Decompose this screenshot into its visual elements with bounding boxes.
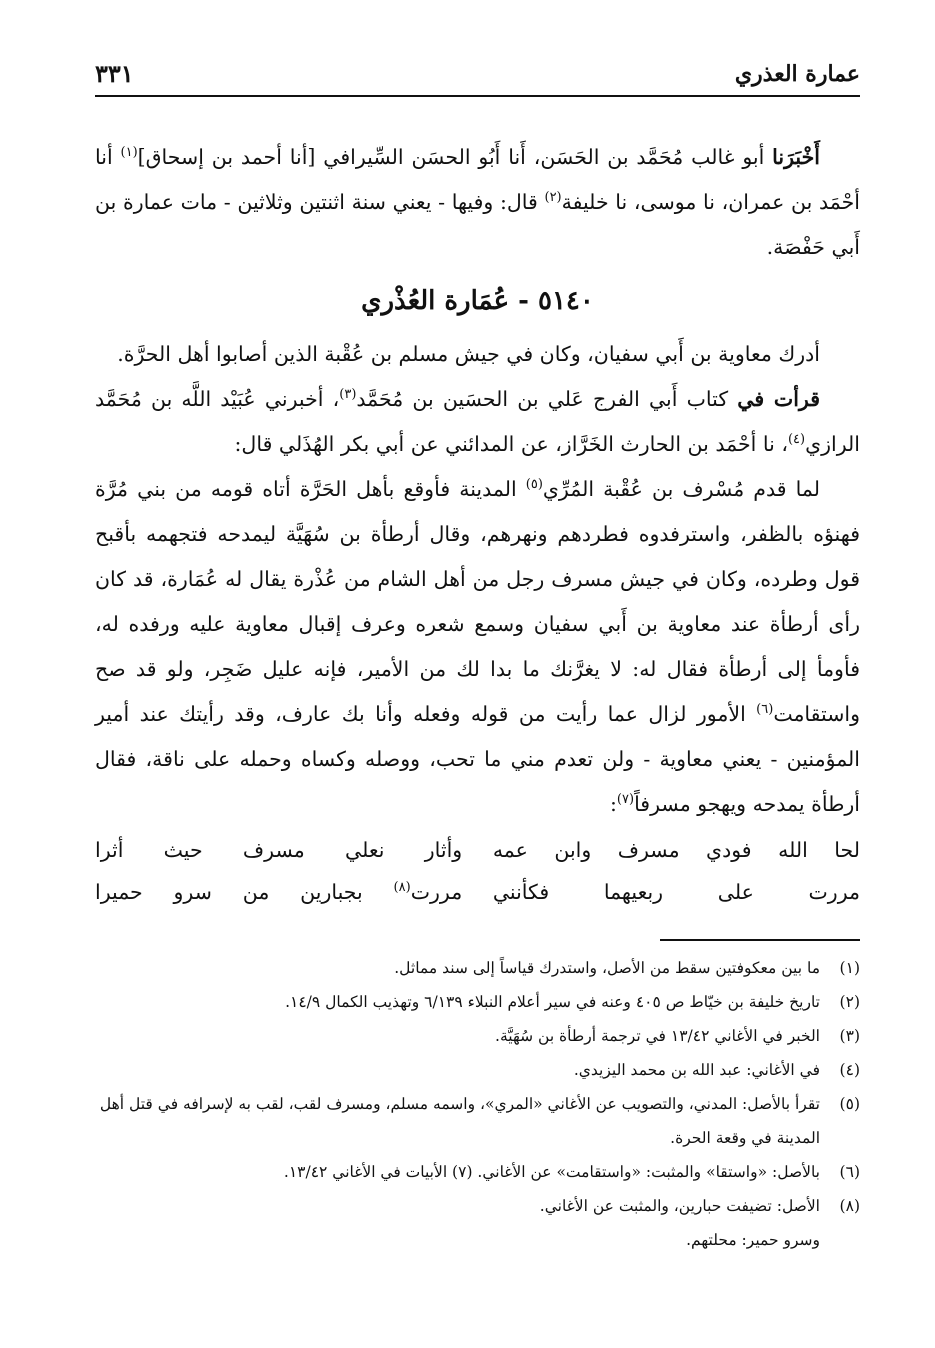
paragraph-lead-word: قرأت في [737, 387, 820, 411]
paragraph-text: لما قدم مُسْرف بن عُقْبة المُرِّي [542, 477, 820, 501]
paragraph-biography [95, 332, 860, 377]
paragraph-text: ، نا أحْمَد بن الحارث الخَرَّاز، عن المدائني عن أبي بكر الهُذَلي قال: [234, 432, 788, 456]
entry-title: ٥١٤٠ - عُمَارة العُذْري [361, 286, 594, 316]
footnote [95, 951, 860, 985]
footnote-text: الأصل: تضيفت حبارين، والمثبت عن الأغاني. [539, 1197, 820, 1215]
paragraph-text: كتاب أَبي الفرج عَلي بن الحسَين بن مُحَمَّد [356, 387, 738, 411]
footnote-text: بالأصل: «واستقا» والمثبت: «واستقامت» عن الأغاني. (٧) الأبيات في الأغاني ١٣/٤٢. [283, 1163, 820, 1181]
footnote [95, 1053, 860, 1087]
footnote-text: ما بين معكوفتين سقط من الأصل، واستدرك قياساً إلى سند مماثل. [394, 959, 820, 977]
footnote-ref-7: (٧) [616, 792, 635, 808]
footnote-number: (٥) [839, 1095, 860, 1113]
poem-verse [95, 871, 860, 913]
footnote-number: (٣) [839, 1027, 860, 1045]
footnote-ref-1: (١) [120, 145, 138, 161]
footnote-ref-8: (٨) [393, 880, 411, 896]
poem-second-hemistich [95, 871, 462, 913]
poem-text: بجبارين من سرو حميرا [95, 880, 394, 904]
poem-first-hemistich: لحا الله فودي مسرف وابن عمه [492, 838, 860, 862]
paragraph-text: قال: وفيها - يعني سنة اثنتين وثلاثين - مات عمارة بن أَبي حَفْصَة. [95, 190, 860, 259]
running-head [95, 55, 860, 97]
footnote-ref-5: (٥) [525, 477, 543, 493]
footnote-number: (٤) [839, 1061, 860, 1079]
footnote [95, 1189, 860, 1223]
footnote-text: في الأغاني: عبد الله بن محمد اليزيدي. [573, 1061, 820, 1079]
poem-first-hemistich: مررت على ربعيهما فكأنني [492, 880, 860, 904]
main-text [95, 135, 860, 827]
footnotes [95, 951, 860, 1257]
page-number: ٣٣١ [95, 59, 134, 88]
footnote-number: (٨) [839, 1197, 860, 1215]
paragraph-text: أبو غالب مُحَمَّد بن الحَسَن، أَنا أَبُو الحسَن السِّيرافي [أنا أحمد بن إسحاق] [137, 145, 773, 169]
paragraph-isnad-1 [95, 135, 860, 270]
paragraph-text: : [610, 792, 617, 816]
footnote [95, 1019, 860, 1053]
footnote-ref-2: (٢) [544, 190, 562, 206]
paragraph-narrative [95, 467, 860, 827]
paragraph-isnad-2 [95, 377, 860, 467]
footnote-text: تقرأ بالأصل: المدني، والتصويب عن الأغاني «المري»، واسمه مسلم، ومسرف لقب، لقب به لإسرافه في قتل أهل المدينة في وقعة الحرة. [99, 1095, 820, 1147]
footnote-continuation: وسرو حمير: محلتهم. [686, 1231, 820, 1249]
paragraph-text: المدينة فأوقع بأهل الحَرَّة أتاه قومه من بني مُرَّة فهنؤه بالظفر، واسترفدوه فطردهم ونهرهم، وقال أرطأة بن سُهَيَّة ليمدحه فتجهمه بأقبح قول وطرده، وكان في جيش مسرف رجل من أهل الشام من عُذْرة يقال له عُمَارة، قد كان رأى أرطأة عند معاوية بن أَبي سفيان وسمع شعره وعرف إقبال معاوية عليه ورفده له، فأومأ إلى أرطأة فقال له: لا يغرَّنك ما بدا لك من الأمير، فإنه عليل ضَجِر، ولو قد صح واستقامت [95, 477, 860, 726]
poem-second-hemistich: وأثار نعلي مسرف حيث أثرا [95, 838, 463, 862]
footnote-ref-3: (٣) [339, 387, 357, 403]
footnote-text: الخبر في الأغاني ١٣/٤٢ في ترجمة أرطأة بن سُهَيَّة. [495, 1027, 820, 1045]
footnote [95, 1087, 860, 1155]
footnote-number: (١) [839, 959, 860, 977]
paragraph-text: أنا أحْمَد بن عمران، نا موسى، نا خليفة [95, 145, 861, 214]
running-head-title: عمارة العذري [734, 61, 860, 87]
poem [95, 829, 860, 913]
paragraph-lead-word: أَخْبَرَنا [772, 145, 820, 169]
document-page [95, 55, 860, 1257]
footnote-text: تاريخ خليفة بن خيّاط ص ٤٠٥ وعنه في سير أعلام النبلاء ٦/١٣٩ وتهذيب الكمال ١٤/٩. [285, 993, 820, 1011]
footnote-number: (٦) [839, 1163, 860, 1181]
paragraph-text: ، أخبرني عُبَيْد اللَّه بن مُحَمَّد الرازي [95, 387, 860, 456]
poem-verse [95, 829, 860, 871]
paragraph-text: أدرك معاوية بن أَبي سفيان، وكان في جيش مسلم بن عُقْبة الذين أصابوا أهل الحرَّة. [117, 342, 820, 366]
footnote-ref-6: (٦) [756, 702, 774, 718]
footnote-separator [660, 939, 860, 941]
footnote-ref-4: (٤) [787, 432, 806, 448]
paragraph-text: الأمور لزال عما رأيت من قوله وفعله وأنا بك عارف، وقد رأيتك عند أمير المؤمنين - يعني معاوية - ولن تعدم مني ما تحب، ووصله وكساه وحمله على ناقة، فقال أرطأة يمدحه ويهجو مسرفاً [95, 702, 860, 816]
poem-text: مررت [410, 880, 463, 904]
footnote [95, 985, 860, 1019]
footnote [95, 1155, 860, 1189]
footnote-number: (٢) [839, 993, 860, 1011]
